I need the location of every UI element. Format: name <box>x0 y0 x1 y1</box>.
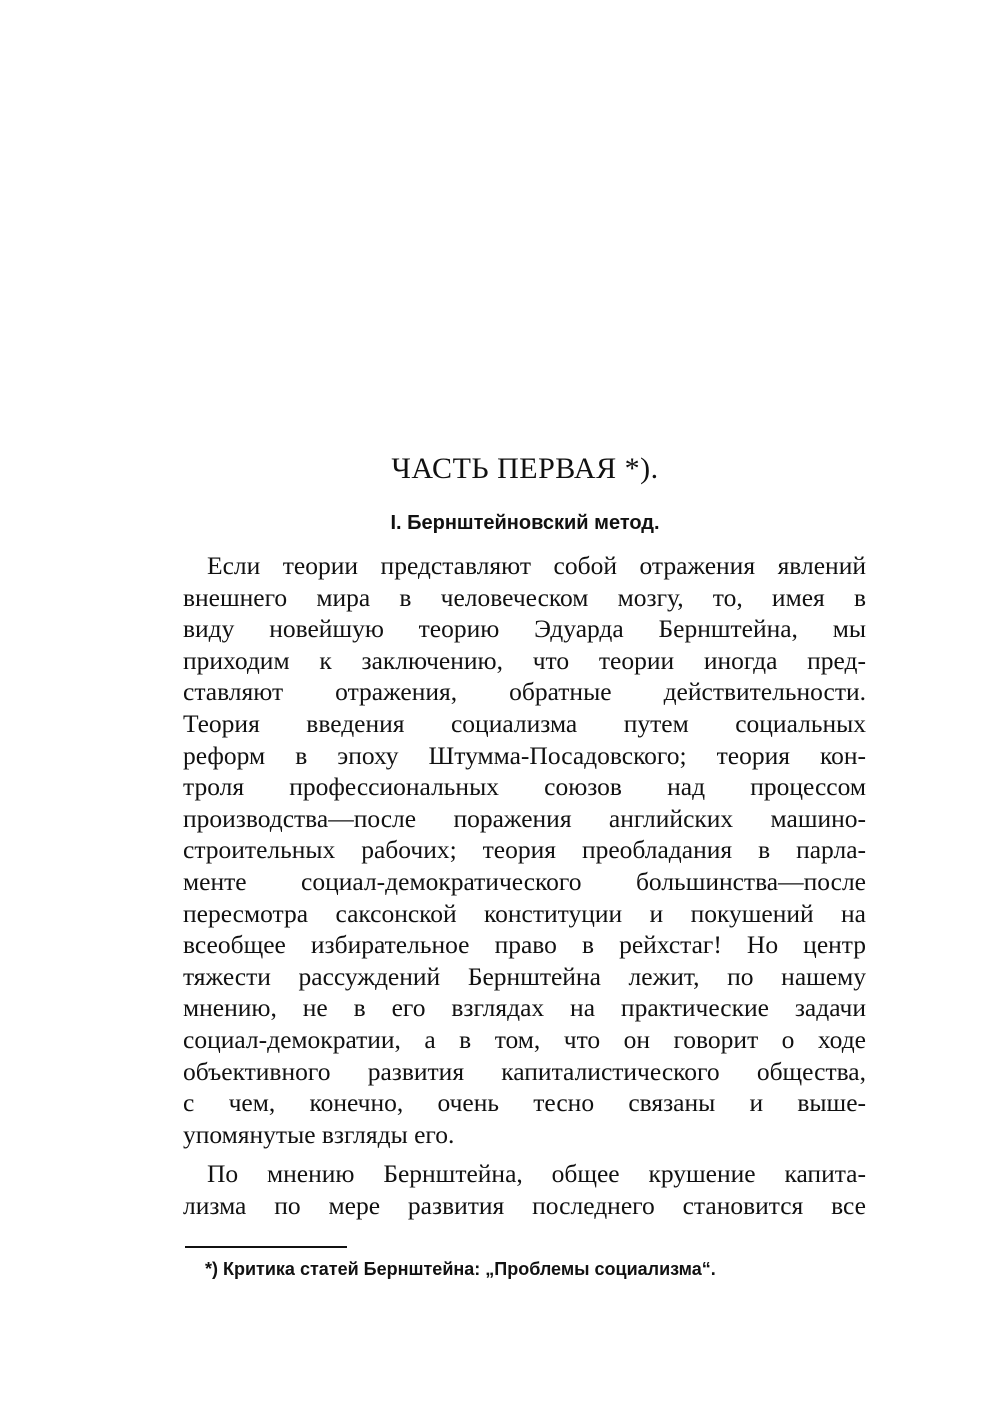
text-line: По мнению Бернштейна, общее крушение капита- <box>207 1159 866 1189</box>
text-line: объективного развития капиталистического общества, <box>183 1056 866 1086</box>
text-line: реформ в эпоху Штумма-Посадовского; теория кон- <box>183 740 866 770</box>
text-line: Теория введения социализма путем социальных <box>183 708 866 738</box>
text-line: приходим к заключению, что теории иногда пред- <box>183 645 866 675</box>
part-title: ЧАСТЬ ПЕРВАЯ *). <box>391 452 659 485</box>
text-line: строительных рабочих; теория преобладания в парла- <box>183 835 866 865</box>
text-line: социал-демократии, а в том, что он говорит о ходе <box>183 1024 866 1054</box>
text-line: внешнего мира в человеческом мозгу, то, имея в <box>183 582 866 612</box>
text-line: с чем, конечно, очень тесно связаны и выше- <box>183 1088 866 1118</box>
section-title: I. Бернштейновский метод. <box>390 512 660 534</box>
footnote: *) Критика статей Бернштейна: „Проблемы социализма“. <box>205 1259 716 1279</box>
text-line: тяжести рассуждений Бернштейна лежит, по нашему <box>183 961 866 991</box>
footnote-divider <box>185 1246 347 1248</box>
text-line: производства—после поражения английских машино- <box>183 803 866 833</box>
text-line: Если теории представляют собой отражения явлений <box>207 551 866 580</box>
text-line: лизма по мере развития последнего становится все <box>183 1190 866 1220</box>
text-line: всеобщее избирательное право в рейхстаг! Но центр <box>183 930 866 960</box>
text-line: виду новейшую теорию Эдуарда Бернштейна, мы <box>183 614 866 644</box>
text-line: упомянутые взгляды его. <box>183 1119 455 1149</box>
text-line: мнению, не в его взглядах на практические задачи <box>183 993 866 1023</box>
text-line: пересмотра саксонской конституции и покушений на <box>183 898 866 928</box>
body-text <box>183 550 866 1221</box>
text-line: ставляют отражения, обратные действительности. <box>183 677 866 707</box>
text-line: менте социал-демократического большинства—после <box>183 866 866 896</box>
text-line: троля профессиональных союзов над процессом <box>183 772 866 802</box>
